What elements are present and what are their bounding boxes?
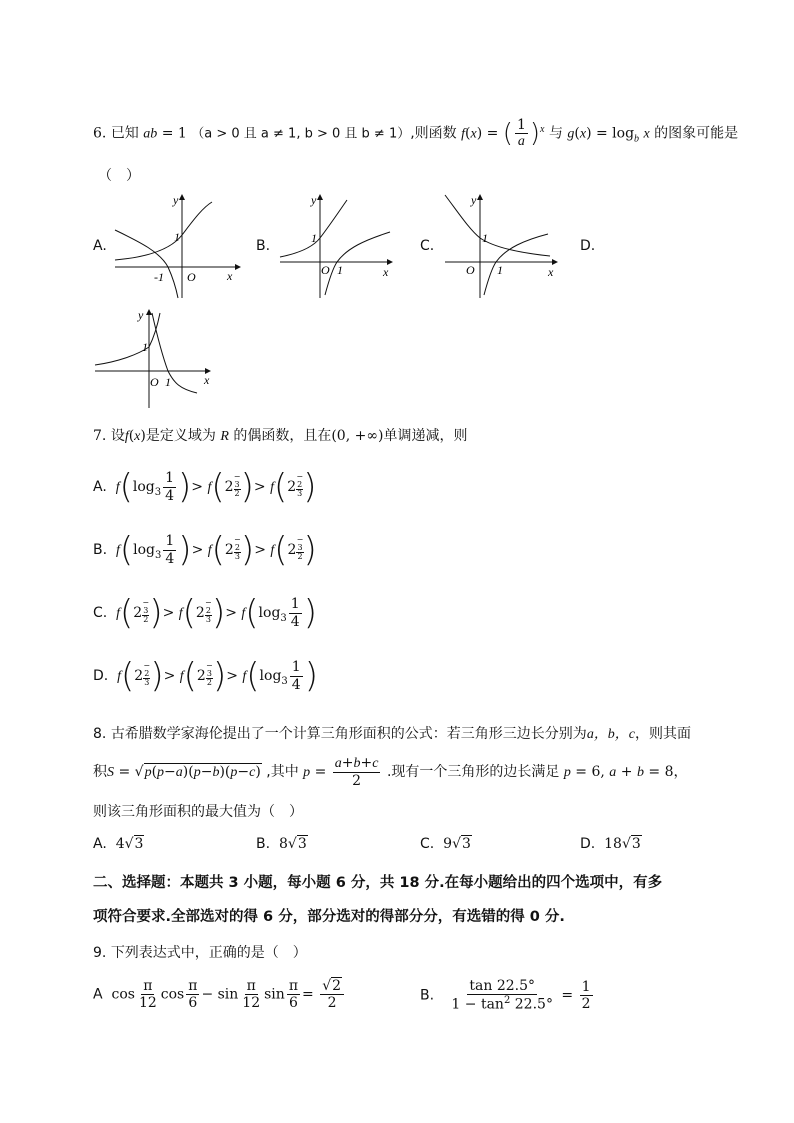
q7-stem: 7. 设f(x)是定义域为 R 的偶函数，且在(0, +∞)单调递减，则 [93,428,468,444]
q8-line-3: 则该三角形面积的最大值为（ ） [93,804,303,820]
graph-c-one: 1 [482,231,488,245]
q7-option-b: B. $f(\log_3$ $\frac{1}{4}$ )> f(2− 2 3 )> f(2− 3 2 ) [93,530,317,570]
q6-graph-d [92,305,217,410]
graph-b-x-one: 1 [337,263,343,277]
q7-option-a: A. $f(\log_3$ $\frac{1}{4}$ )> f(2− 3 2 )> f(2− 2 3 ) [93,467,317,507]
graph-b-y-label: y [311,193,317,207]
q6-stem: 6. 已知 ab = 1 （a > 0 且 a ≠ 1, b > 0 且 b ≠ 1）,则函数 f(x) = ( $\frac{1}{a}$ )$^x$ 与 $g(x) = \log_b x$ 的图象可能是 [93,117,739,150]
graph-d-one: 1 [142,340,148,354]
q6-graph-a [110,190,245,300]
graph-d-x-label: x [204,373,210,387]
section-2-heading-line-2: 项符合要求.全部选对的得 6 分，部分选对的得部分分，有选错的得 0 分. [93,909,565,925]
graph-b-x-label: x [383,265,389,279]
graph-c-origin: O [466,263,475,277]
q7-option-c: C. f(2− 3 2 )> f(2− 2 3 )> $f(\log_3$ $\frac{1}{4}$ ) [93,593,317,633]
q7-option-d: D. f(2− 2 3 )> f(2− 3 2 )> $f(\log_3$ $\frac{1}{4}$ ) [93,656,318,696]
graph-a-origin: O [187,270,196,284]
q6-number: 6. [93,125,107,142]
q8-option-c: C. 9√3 [420,836,471,852]
graph-c-x-label: x [548,265,554,279]
q8-line-1: 8. 古希腊数学家海伦提出了一个计算三角形面积的公式：若三角形三边长分别为a，b，c，则其面 [93,726,692,742]
section-2-heading-line-1: 二、选择题：本题共 3 小题，每小题 6 分，共 18 分.在每小题给出的四个选项中，有多 [93,875,663,891]
q9-stem: 9. 下列表达式中，正确的是（ ） [93,945,307,961]
q8-option-b: B. 8√3 [256,836,307,852]
q9-option-a: A cos $\frac{\pi}{12}$ cos $\frac{\pi}{6}$ − sin $\frac{\pi}{12}$ sin $\frac{\pi}{6}$ = $\frac{√2}{2}$ [93,978,346,1011]
graph-a-neg-one: -1 [154,270,164,284]
q8-option-a: A. 4√3 [93,836,144,852]
graph-d-origin: O [150,375,159,389]
graph-d-x-one: 1 [165,375,171,389]
q6-graph-c [440,190,565,300]
graph-c-x-one: 1 [497,263,503,277]
graph-a-one: 1 [174,230,180,244]
graph-b-one: 1 [311,231,317,245]
q8-line-2: 积S = √p(p−a)(p−b)(p−c) ,其中 p = $\frac{a+b+c}{2}$ .现有一个三角形的边长满足 p = 6, a + b = 8， [93,755,688,790]
q6-option-c-label: C. [420,238,435,254]
graph-c-y-label: y [471,193,477,207]
q8-number: 8. [93,726,107,742]
graph-a-x-label: x [227,269,233,283]
q6-option-d-label: D. [580,238,596,254]
graph-d-y-label: y [138,308,144,322]
q6-graph-b [275,190,400,300]
q8-option-d: D. 18√3 [580,836,641,852]
q7-number: 7. [93,428,107,444]
q6-option-a-label: A. [93,238,107,254]
graph-b-origin: O [321,263,330,277]
graph-a-y-label: y [173,193,179,207]
q9-option-b: B. $\frac{\tan 22.5^\circ}{1 - \tan^2 22.5^\circ}$ = $\frac{1}{2}$ [420,978,591,1013]
q6-option-b-label: B. [256,238,271,254]
q9-number: 9. [93,945,107,961]
q6-answer-blank: （ ） [98,168,140,184]
